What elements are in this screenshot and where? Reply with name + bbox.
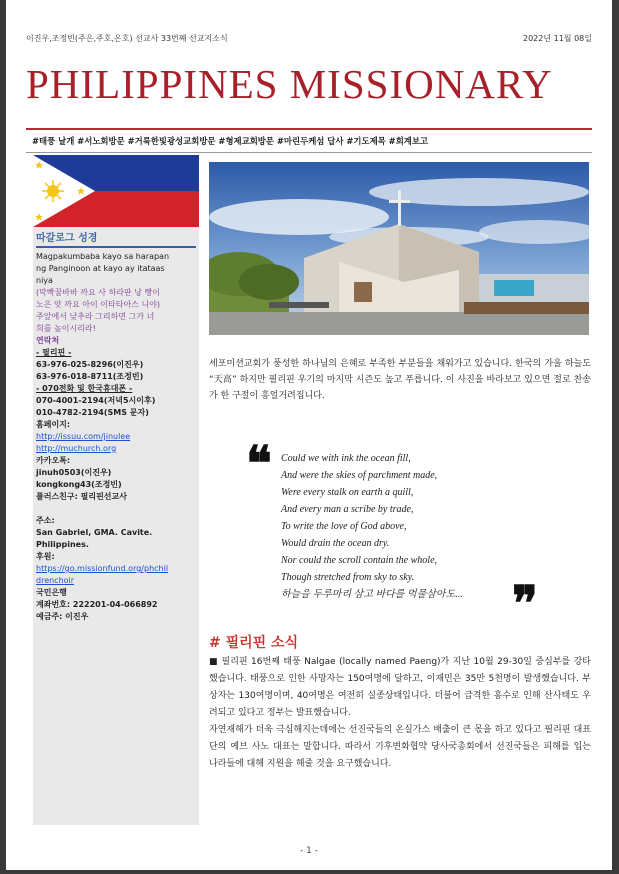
verse-line: ng Panginoon at kayo ay itataas bbox=[36, 264, 165, 273]
philippine-flag-image bbox=[33, 155, 199, 227]
church-photo bbox=[209, 162, 589, 335]
bank-account: 계좌번호: 222201-04-066892 bbox=[36, 600, 158, 609]
address-label: 주소: bbox=[36, 516, 55, 525]
poem-line: Would drain the ocean dry. bbox=[281, 538, 390, 549]
open-quote-icon: ❝ bbox=[246, 438, 272, 491]
account-holder: 예금주: 이진우 bbox=[36, 612, 89, 621]
news-paragraph: 자연재해가 더욱 극심해지는데에는 선진국들의 온실가스 배출이 큰 몫을 하고 있다고 필리핀 대표단의 예브 사노 대표는 말합니다. 따라서 기후변화협약 당사국총회에서 선진국들은 피해를 입는 나라들에 대해 지원을 해줄 것을 요구했습니다. bbox=[209, 725, 591, 769]
kr-phone-label: - 070전화 및 한국휴대폰 - bbox=[36, 384, 133, 393]
kakao-id: kongkong43(조정빈) bbox=[36, 480, 122, 489]
ph-phone-label: - 필리핀 - bbox=[36, 348, 72, 357]
sidebar-content bbox=[36, 233, 196, 623]
verse-line: Magpakumbaba kayo sa harapan bbox=[36, 252, 170, 261]
poem-line: Nor could the scroll contain the whole, bbox=[281, 555, 438, 566]
tagalog-verse bbox=[36, 251, 196, 287]
poem-line: Though stretched from sky to sky. bbox=[281, 572, 415, 583]
contact-heading: 연락처 bbox=[36, 336, 60, 345]
news-paragraph: ■ 필리핀 16번째 태풍 Nalgae (locally named Paeng)가 지난 10월 29-30일 중심부를 강타했습니다. 태풍으로 인한 사망자는 150여명에 달하고, 이재민은 35만 5천명이 발생했습니다. 부상자는 130여명이며, 40여명은 여전히 실종상태입니다. 더불어 급격한 홍수로 인해 산사태도 우려되고 있다고 정부는 발표했습니다. bbox=[209, 657, 591, 718]
support-link-cont[interactable]: drenchoir bbox=[36, 576, 75, 585]
poem-line: And were the skies of parchment made, bbox=[281, 470, 438, 481]
translit-line: 노은 앗 까요 아이 이타타아스 니야) bbox=[36, 300, 161, 309]
intro-paragraph: 세포미션교회가 풍성한 하나님의 은혜로 부족한 부분들을 채워가고 있습니다. 한국의 가을 하늘도 “天高” 하지만 필리핀 우기의 마지막 시즌도 높고 푸릅니다. 이 사진을 바라보고 있으면 절로 찬송가 한 구절이 흥얼거려집니다. bbox=[209, 359, 591, 401]
newsletter-page bbox=[6, 0, 612, 870]
page-number: - 1 - bbox=[300, 846, 318, 856]
plus-friend: 플러스친구: 필리핀선교사 bbox=[36, 492, 127, 501]
poem-line: And every man a scribe by trade, bbox=[281, 504, 414, 515]
page-title: PHILIPPINES MISSIONARY bbox=[26, 61, 553, 107]
homepage-link-issuu[interactable]: http://issuu.com/jinulee bbox=[36, 432, 131, 441]
translit-line: 희를 높이시리라! bbox=[36, 324, 96, 333]
kakao-label: 카카오톡: bbox=[36, 456, 71, 465]
tags-bar: #태풍 날개 #서노회방문 #거룩한빛광성교회방문 #형제교회방문 #마린두케섬 답사 #기도제목 #회계보고 bbox=[26, 128, 592, 153]
header-line bbox=[26, 33, 592, 44]
support-label: 후원: bbox=[36, 552, 55, 561]
homepage-label: 홈페이지: bbox=[36, 420, 71, 429]
translit-line: 주앞에서 낮추라 그리하면 그가 너 bbox=[36, 312, 155, 321]
close-quote-icon: ❞ bbox=[512, 578, 538, 631]
header-left: 이진우,조정빈(주은,주호,온호) 선교사 33번째 선교지소식 bbox=[26, 34, 228, 43]
phone-number: 63-976-018-8711(조정빈) bbox=[36, 372, 144, 381]
bank-name: 국민은행 bbox=[36, 588, 67, 597]
translit-line: (막빡꿈바바 까요 사 하라판 낭 빵이 bbox=[36, 288, 161, 297]
phone-number: 070-4001-2194(저녁5시이후) bbox=[36, 396, 156, 405]
sidebar bbox=[33, 155, 199, 825]
poem-line: To write the love of God above, bbox=[281, 521, 407, 532]
header-date: 2022년 11월 08일 bbox=[523, 34, 592, 43]
kakao-id: jinuh0503(이진우) bbox=[36, 468, 112, 477]
poem-line: 하늘을 두루마리 삼고 바다를 먹물삼아도... bbox=[281, 589, 463, 600]
phone-number: 63-976-025-8296(이진우) bbox=[36, 360, 144, 369]
tagalog-heading: 따갈로그 성경 bbox=[36, 233, 196, 248]
phone-number: 010-4782-2194(SMS 문자) bbox=[36, 408, 149, 417]
news-body bbox=[209, 654, 591, 773]
support-link[interactable]: https://go.missionfund.org/phchil bbox=[36, 564, 169, 573]
news-heading: # 필리핀 소식 bbox=[209, 635, 299, 651]
poem-line: Could we with ink the ocean fill, bbox=[281, 453, 411, 464]
verse-transliteration bbox=[36, 287, 196, 335]
address-line: Philippines. bbox=[36, 540, 89, 549]
poem-line: Were every stalk on earth a quill, bbox=[281, 487, 414, 498]
homepage-link-muchurch[interactable]: http://muchurch.org bbox=[36, 444, 117, 453]
verse-line: niya bbox=[36, 276, 53, 285]
address-line: San Gabriel, GMA. Cavite. bbox=[36, 528, 153, 537]
